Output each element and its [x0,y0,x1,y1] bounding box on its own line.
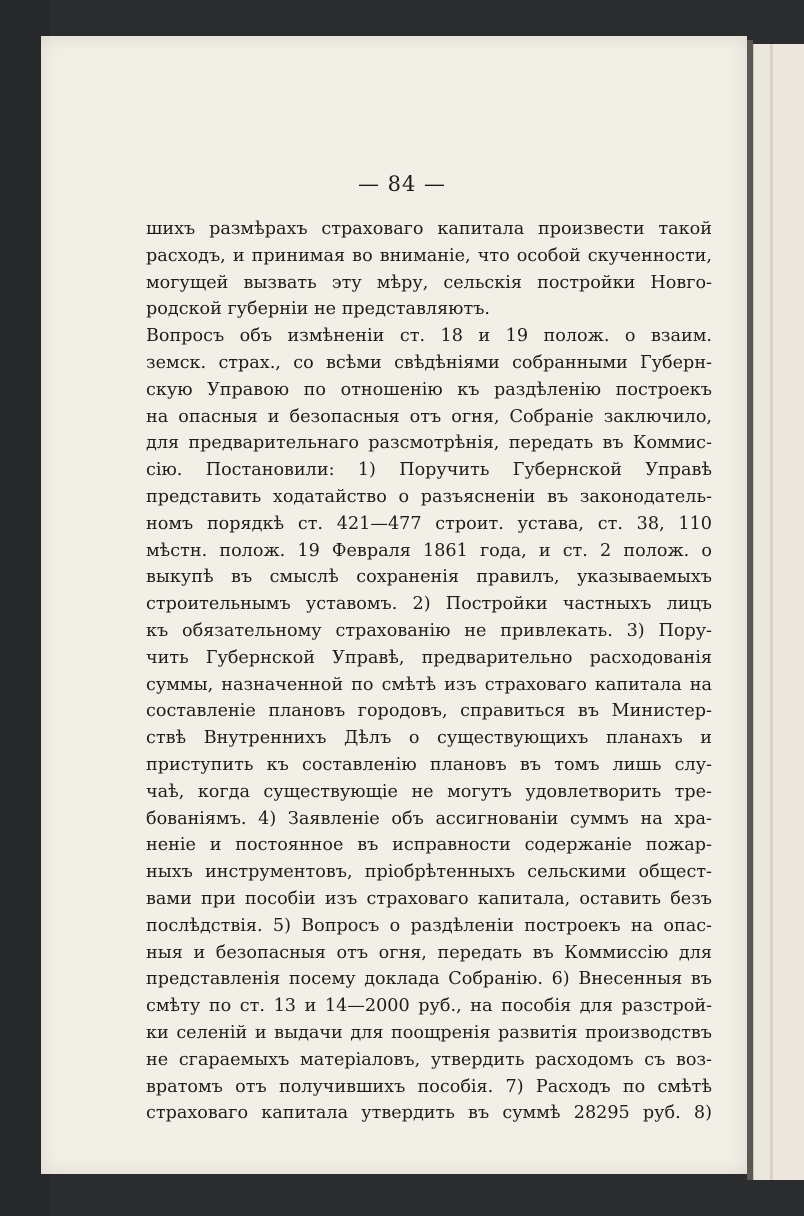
text-line: смѣту по ст. 13 и 14—2000 руб., на пособія для разстрой- [146,996,712,1017]
text-line: приступить къ составленію плановъ въ томъ лишь слу- [146,754,712,775]
book-gutter [747,40,753,1180]
text-line: бованіямъ. 4) Заявленіе объ ассигнованіи суммъ на хра- [146,808,712,829]
text-line: ствѣ Внутреннихъ Дѣлъ о существующихъ планахъ и [146,728,712,749]
text-line: представленія посему доклада Собранію. 6) Внесенныя въ [146,969,712,990]
text-line: составленіе плановъ городовъ, справиться въ Министер- [146,701,712,722]
text-line: на опасныя и безопасныя отъ огня, Собраніе заключило, [146,406,712,427]
text-line: послѣдствія. 5) Вопросъ о раздѣленіи построекъ на опас- [146,915,712,936]
text-line: ки селеній и выдачи для поощренія развитія производствъ [146,1022,712,1043]
text-line: выкупѣ въ смыслѣ сохраненія правилъ, указываемыхъ [146,567,712,588]
text-line: ныя и безопасныя отъ огня, передать въ Коммиссію для [146,942,712,963]
body-text [146,216,712,1127]
text-line: сію. Постановили: 1) Поручить Губернской Управѣ [146,460,712,481]
text-line: скую Управою по отношенію къ раздѣленію построекъ [146,379,712,400]
text-line: представить ходатайство о разъясненіи въ законодатель- [146,486,712,507]
text-line: строительнымъ уставомъ. 2) Постройки частныхъ лицъ [146,594,712,615]
text-line: суммы, назначенной по смѣтѣ изъ страховаго капитала на [146,674,712,695]
text-line: номъ порядкѣ ст. 421—477 строит. устава, ст. 38, 110 [146,513,712,534]
text-line: къ обязательному страхованію не привлекать. 3) Пору- [146,620,712,641]
text-line: страховаго капитала утвердить въ суммѣ 28295 руб. 8) [146,1103,712,1124]
text-line: ныхъ инструментовъ, пріобрѣтенныхъ сельскими общест- [146,862,712,883]
text-line: родской губерніи не представляютъ. [146,299,491,320]
text-line: земск. страх., со всѣми свѣдѣніями собранными Губерн- [146,352,712,373]
text-line: для предварительнаго разсмотрѣнія, передать въ Коммис- [146,433,712,454]
text-line: расходъ, и принимая во вниманіе, что особой скученности, [146,245,712,266]
text-line: неніе и постоянное въ исправности содержаніе пожар- [146,835,712,856]
text-line: шихъ размѣрахъ страховаго капитала произвести такой [146,219,712,239]
text-line: чить Губернской Управѣ, предварительно расходованія [146,647,712,668]
text-line: Вопросъ объ измѣненіи ст. 18 и 19 полож. о взаим. [146,326,712,347]
text-line: могущей вызвать эту мѣру, сельскія постройки Новго- [146,272,712,293]
facing-page-edge [752,44,804,1180]
text-line: мѣстн. полож. 19 Февраля 1861 года, и ст. 2 полож. о [146,540,712,561]
text-line: вами при пособіи изъ страховаго капитала, оставить безъ [146,888,712,909]
text-line: не сгараемыхъ матеріаловъ, утвердить расходомъ съ воз- [146,1049,712,1070]
page-number: — 84 — [357,172,447,196]
text-line: чаѣ, когда существующіе не могутъ удовлетворить тре- [146,781,712,802]
text-line: вратомъ отъ получившихъ пособія. 7) Расходъ по смѣтѣ [146,1076,712,1097]
